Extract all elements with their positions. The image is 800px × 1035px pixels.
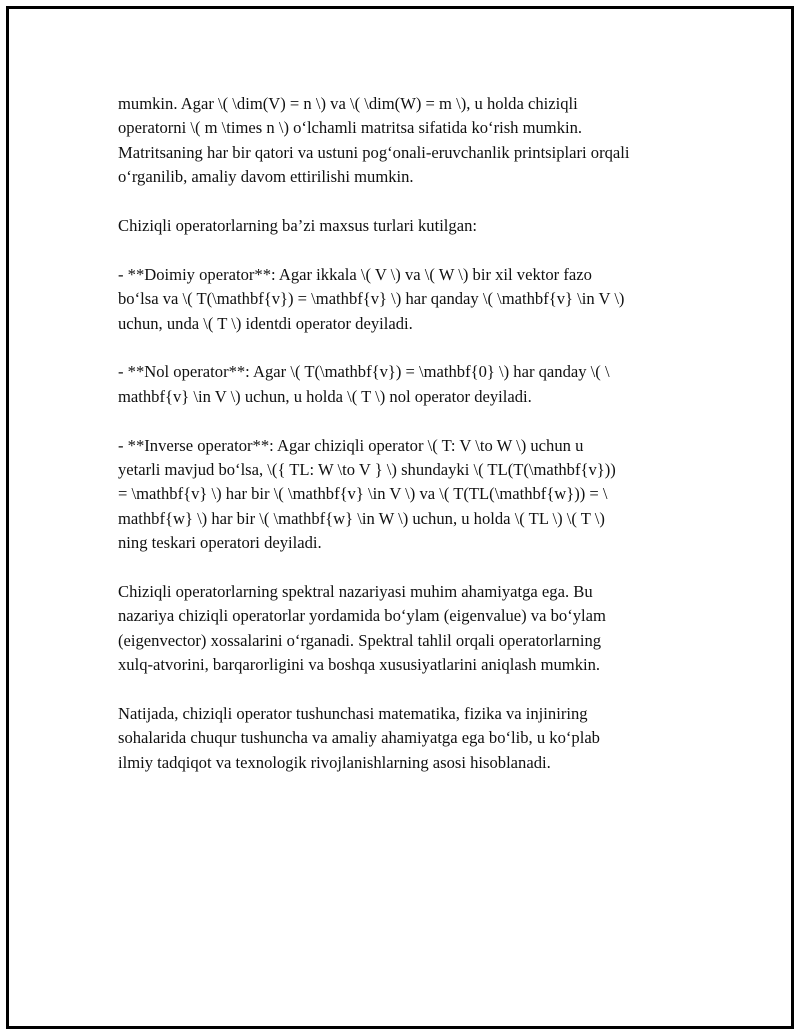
paragraph-inverse-operator: - **Inverse operator**: Agar chiziqli operator \( T: V \to W \) uchun u yetarli mavjud bo‘lsa, \({ TL: W \to V } \) shundayki \( TL(T(\mathbf{v})) = \mathbf{v} \) har bir \( \mathbf{v} \in V \) va \( T(TL(\mathbf{w})) = \ mathbf{w} \) har bir \( \mathbf{w} \in W \) uchun, u holda \( TL \) \( T \) ning teskari operatori deyiladi. <box>118 435 616 553</box>
document-body <box>118 92 718 800</box>
paragraph-spectral-theory: Chiziqli operatorlarning spektral nazariyasi muhim ahamiyatga ega. Bu nazariya chiziqli operatorlar yordamida bo‘ylam (eigenvalue) va bo‘ylam (eigenvector) xossalarini o‘rganadi. Spektral tahlil orqali operatorlarning xulq-atvorini, barqarorligini va boshqa xususiyatlarini aniqlash mumkin. <box>118 582 606 675</box>
paragraph-matrix-representation: mumkin. Agar \( \dim(V) = n \) va \( \dim(W) = m \), u holda chiziqli operatorni \( m \times n \) o‘lchamli matritsa sifatida ko‘rish mumkin. Matritsaning har bir qatori va ustuni pog‘onali-eruvchanlik printsiplari orqali o‘rganilib, amaliy davom ettirilishi mumkin. <box>118 94 630 187</box>
paragraph-identity-operator: - **Doimiy operator**: Agar ikkala \( V \) va \( W \) bir xil vektor fazo bo‘lsa va \( T(\mathbf{v}) = \mathbf{v} \) har qanday \( \mathbf{v} \in V \) uchun, unda \( T \) identdi operator deyiladi. <box>118 264 625 333</box>
paragraph-special-types-intro: Chiziqli operatorlarning ba’zi maxsus turlari kutilgan: <box>118 216 477 236</box>
paragraph-conclusion: Natijada, chiziqli operator tushunchasi matematika, fizika va injiniring sohalarida chuqur tushuncha va amaliy ahamiyatga ega bo‘lib, u ko‘plab ilmiy tadqiqot va texnologik rivojlanishlarning asosi hisoblanadi. <box>118 704 600 772</box>
paragraph-zero-operator: - **Nol operator**: Agar \( T(\mathbf{v}) = \mathbf{0} \) har qanday \( \ mathbf{v} \in V \) uchun, u holda \( T \) nol operator deyiladi. <box>118 362 610 406</box>
